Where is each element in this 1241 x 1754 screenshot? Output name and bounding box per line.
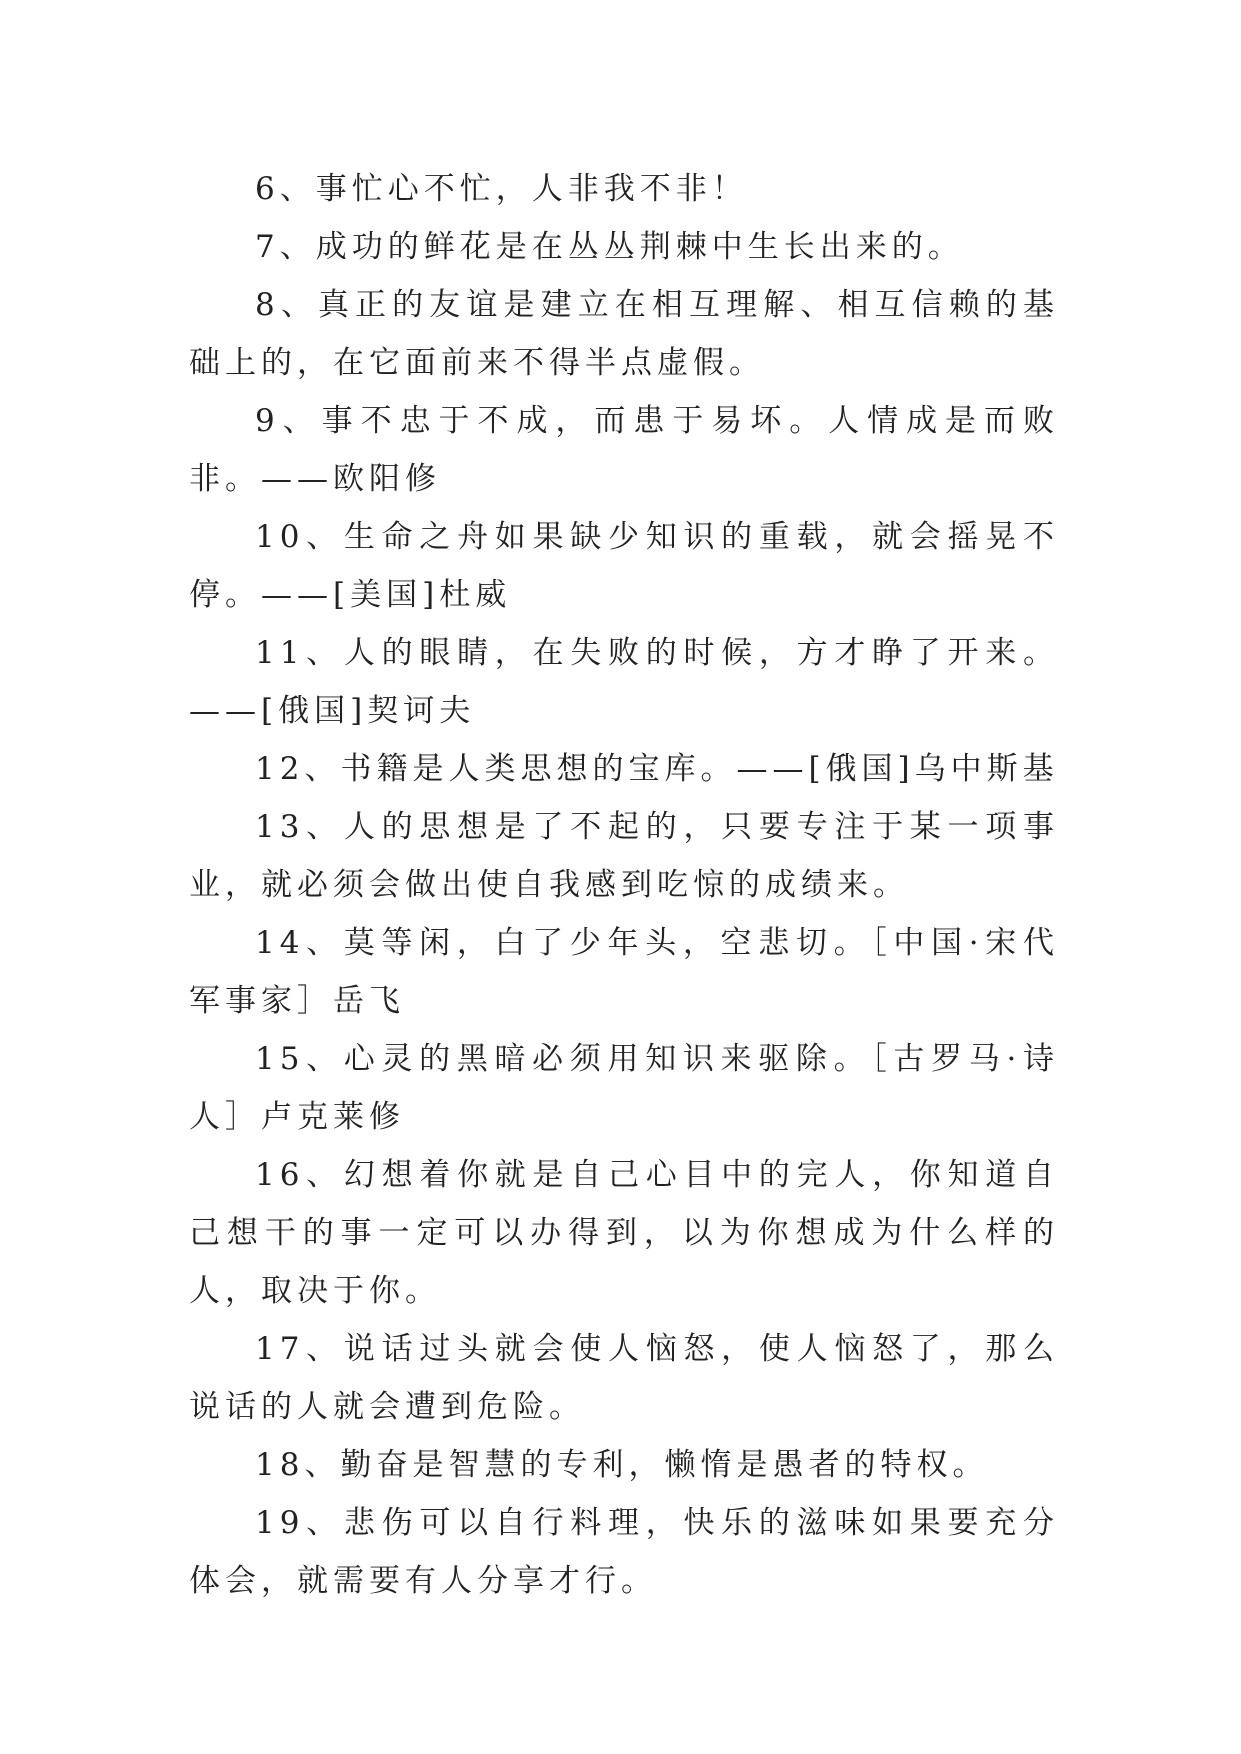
quote-paragraph: 15、心灵的黑暗必须用知识来驱除。［古罗马·诗人］卢克莱修	[189, 1041, 1059, 1135]
quote-paragraph: 17、说话过头就会使人恼怒，使人恼怒了，那么说话的人就会遭到危险。	[189, 1331, 1059, 1425]
quote-paragraph: 19、悲伤可以自行料理，快乐的滋味如果要充分体会，就需要有人分享才行。	[189, 1505, 1059, 1599]
quote-paragraph: 10、生命之舟如果缺少知识的重载，就会摇晃不停。——[美国]杜威	[189, 519, 1059, 613]
quote-paragraph: 18、勤奋是智慧的专利，懒惰是愚者的特权。	[255, 1447, 989, 1483]
quote-list	[189, 160, 1059, 1610]
quote-paragraph: 16、幻想着你就是自己心目中的完人，你知道自己想干的事一定可以办得到，以为你想成为什么样的人，取决于你。	[189, 1157, 1059, 1309]
quote-paragraph: 14、莫等闲，白了少年头，空悲切。［中国·宋代军事家］岳飞	[189, 925, 1059, 1019]
quote-paragraph: 12、书籍是人类思想的宝库。——[俄国]乌中斯基	[255, 751, 1059, 787]
quote-paragraph: 7、成功的鲜花是在丛丛荆棘中生长出来的。	[255, 229, 964, 265]
quote-paragraph: 13、人的思想是了不起的，只要专注于某一项事业，就必须会做出使自我感到吃惊的成绩来。	[189, 809, 1059, 903]
quote-paragraph: 6、事忙心不忙，人非我不非！	[255, 171, 748, 207]
quote-paragraph: 9、事不忠于不成，而患于易坏。人情成是而败非。——欧阳修	[189, 403, 1059, 497]
quote-paragraph: 11、人的眼睛，在失败的时候，方才睁了开来。——[俄国]契诃夫	[189, 635, 1059, 729]
quote-paragraph: 8、真正的友谊是建立在相互理解、相互信赖的基础上的，在它面前来不得半点虚假。	[189, 287, 1059, 381]
